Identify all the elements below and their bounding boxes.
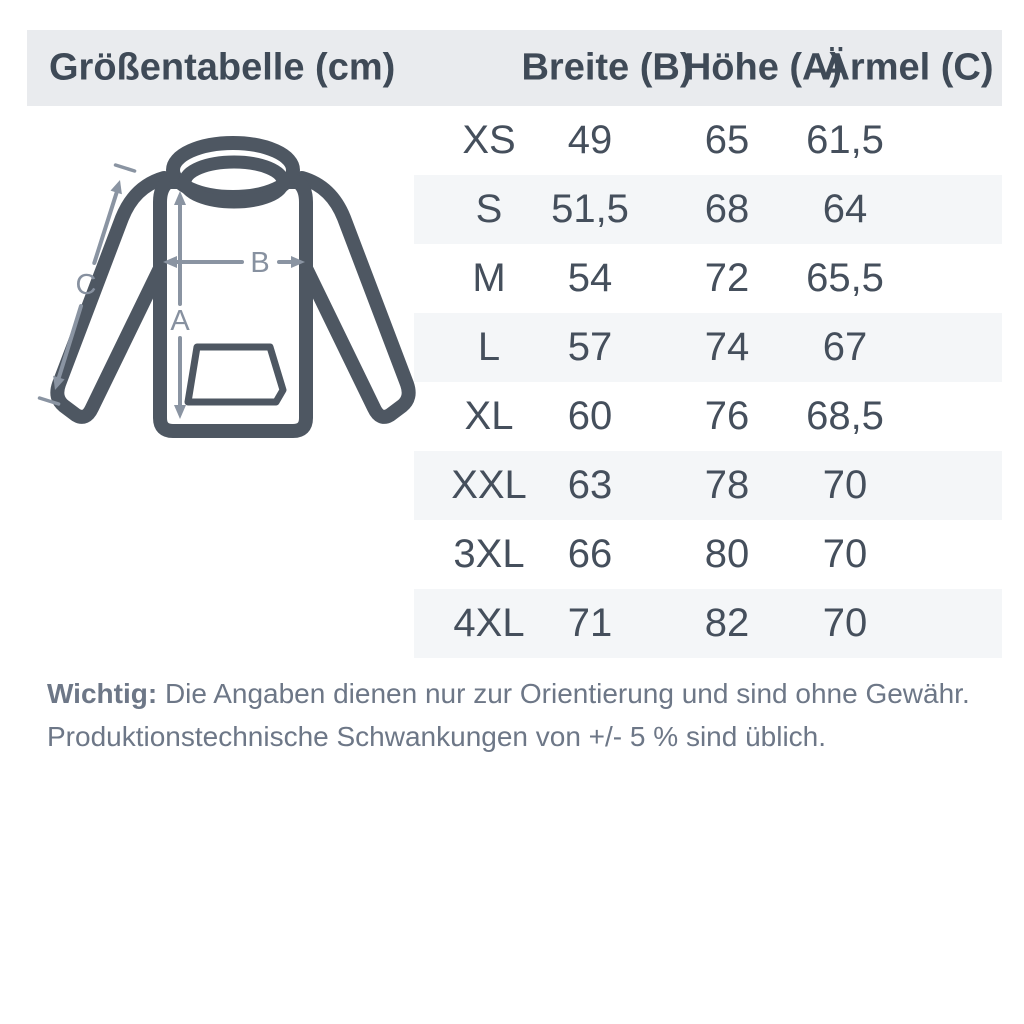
size-cell: S xyxy=(475,187,503,231)
measure-label-c: C xyxy=(75,269,97,301)
value-cell: 64 xyxy=(822,187,868,231)
value-cell: 54 xyxy=(567,256,613,300)
table-row xyxy=(414,106,1002,175)
size-table xyxy=(414,106,1002,658)
value-cell: 70 xyxy=(822,463,868,507)
value-cell: 51,5 xyxy=(551,187,629,231)
measure-label-b: B xyxy=(250,247,270,279)
table-header-band xyxy=(27,30,1002,106)
table-row xyxy=(414,382,1002,451)
measure-label-a: A xyxy=(170,305,190,337)
hoodie-measurement-diagram xyxy=(28,118,428,458)
value-cell: 60 xyxy=(567,394,613,438)
value-cell: 82 xyxy=(704,601,750,645)
value-cell: 61,5 xyxy=(806,118,884,162)
table-row xyxy=(414,175,1002,244)
table-row xyxy=(414,244,1002,313)
table-row xyxy=(414,451,1002,520)
value-cell: 78 xyxy=(704,463,750,507)
column-header-breite: Breite (B) xyxy=(521,46,693,89)
size-cell: L xyxy=(477,325,501,369)
column-header-aermel: Ärmel (C) xyxy=(822,46,994,89)
note-line2: Produktionstechnische Schwankungen von +/- 5 % sind üblich. xyxy=(47,721,827,752)
value-cell: 70 xyxy=(822,601,868,645)
value-cell: 76 xyxy=(704,394,750,438)
note-emphasis: Wichtig: xyxy=(47,678,158,709)
value-cell: 67 xyxy=(822,325,868,369)
hoodie-hood xyxy=(173,143,293,202)
disclaimer-note xyxy=(47,672,987,758)
size-cell: XS xyxy=(462,118,516,162)
hoodie-pocket xyxy=(188,347,283,402)
value-cell: 49 xyxy=(567,118,613,162)
value-cell: 65 xyxy=(704,118,750,162)
value-cell: 68 xyxy=(704,187,750,231)
value-cell: 80 xyxy=(704,532,750,576)
size-cell: XXL xyxy=(451,463,527,507)
column-header-hoehe: Höhe (A) xyxy=(683,46,843,89)
note-line1: Die Angaben dienen nur zur Orientierung und sind ohne Gewähr. xyxy=(157,678,970,709)
value-cell: 63 xyxy=(567,463,613,507)
page-title: Größentabelle (cm) xyxy=(49,46,396,89)
table-row xyxy=(414,520,1002,589)
size-cell: M xyxy=(472,256,506,300)
table-row xyxy=(414,589,1002,658)
value-cell: 57 xyxy=(567,325,613,369)
value-cell: 74 xyxy=(704,325,750,369)
size-cell: 3XL xyxy=(453,532,525,576)
size-cell: 4XL xyxy=(453,601,525,645)
value-cell: 71 xyxy=(567,601,613,645)
value-cell: 70 xyxy=(822,532,868,576)
value-cell: 72 xyxy=(704,256,750,300)
value-cell: 66 xyxy=(567,532,613,576)
value-cell: 68,5 xyxy=(806,394,884,438)
size-cell: XL xyxy=(464,394,514,438)
table-row xyxy=(414,313,1002,382)
value-cell: 65,5 xyxy=(806,256,884,300)
